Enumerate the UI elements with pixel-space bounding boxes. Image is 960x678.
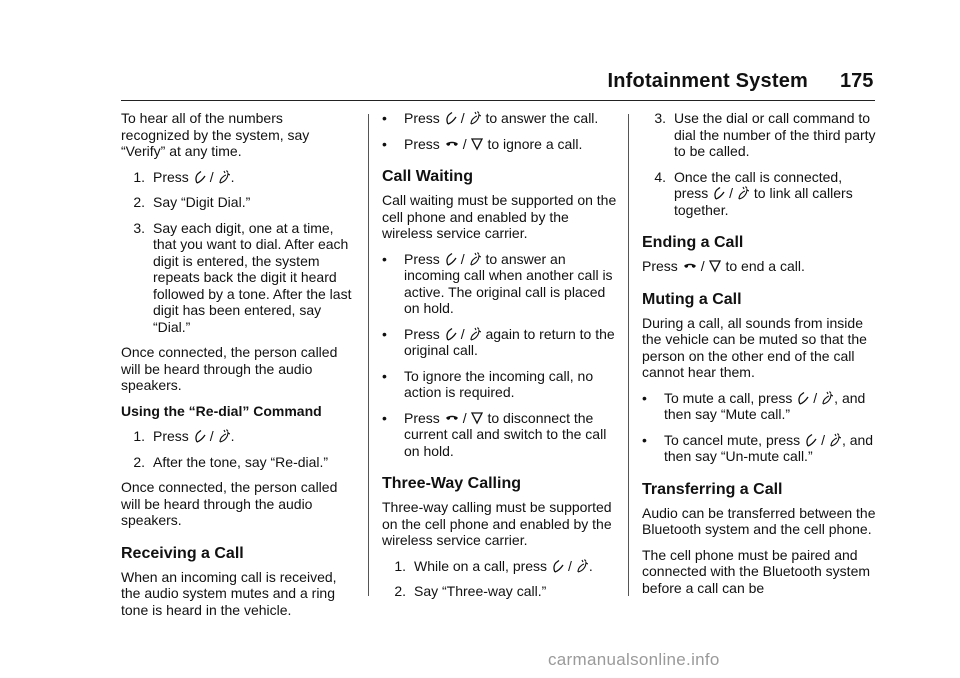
list-item xyxy=(382,410,618,460)
heading-transferring-a-call: Transferring a Call xyxy=(642,480,783,498)
watermark: carmanualsonline.info xyxy=(548,650,720,669)
slash: / xyxy=(462,135,467,152)
list-item xyxy=(642,169,878,219)
step-text: . xyxy=(230,168,235,185)
step-number: 3. xyxy=(654,110,666,126)
voice-recognition-icon xyxy=(218,170,230,184)
list-item xyxy=(382,136,618,153)
list-item xyxy=(642,432,878,465)
item-text: to answer an incoming call when another call is active. The original call is placed on hold. xyxy=(404,250,613,316)
push-to-talk-icon xyxy=(194,170,206,184)
heading-ending-a-call: Ending a Call xyxy=(642,234,744,251)
list-item xyxy=(382,326,618,359)
list-item xyxy=(121,220,353,336)
item-text: Press xyxy=(404,409,440,426)
bullet: • xyxy=(382,409,387,426)
step-number: 4. xyxy=(654,168,666,185)
paragraph-text: Press xyxy=(642,258,678,274)
column-divider-1 xyxy=(368,114,369,596)
heading-call-waiting: Call Waiting xyxy=(382,168,473,185)
slash: / xyxy=(462,409,467,426)
step-text: Say “Digit Dial.” xyxy=(153,194,251,210)
slash: / xyxy=(700,258,705,274)
step-text: . xyxy=(230,428,235,444)
step-number: 1. xyxy=(133,168,145,185)
item-text: Press xyxy=(404,110,440,126)
list-item xyxy=(382,368,618,401)
bullet: • xyxy=(382,135,387,152)
item-text: Press xyxy=(404,325,440,342)
list-item xyxy=(121,194,353,211)
mute-call-icon xyxy=(471,137,483,151)
paragraph-text: to end a call. xyxy=(725,258,805,274)
step-number: 1. xyxy=(133,428,145,444)
heading-receiving-a-call: Receiving a Call xyxy=(121,544,244,562)
slash: / xyxy=(567,557,572,574)
push-to-talk-icon xyxy=(445,252,457,266)
list-item xyxy=(382,110,618,127)
slash: / xyxy=(460,325,465,342)
bullet: • xyxy=(642,431,647,448)
step-text: While on a call, press xyxy=(414,557,548,574)
slash: / xyxy=(209,428,214,444)
list-item xyxy=(121,454,353,471)
list-item xyxy=(642,110,878,160)
step-number: 2. xyxy=(133,194,145,210)
slash: / xyxy=(729,185,734,201)
item-text: To cancel mute, press xyxy=(664,431,801,448)
bullet: • xyxy=(642,389,647,406)
step-number: 2. xyxy=(394,583,406,599)
paragraph: Three-way calling must be supported on the cell phone and enabled by the wireless service carrier. xyxy=(382,499,612,548)
step-number: 3. xyxy=(133,219,145,236)
item-text: , and then say “Mute call.” xyxy=(664,389,866,422)
mute-call-icon xyxy=(471,411,483,425)
intro-paragraph: To hear all of the numbers recognized by the system, say “Verify” at any time. xyxy=(121,110,310,159)
paragraph: When an incoming call is received, the audio system mutes and a ring tone is heard in the vehicle. xyxy=(121,568,337,618)
paragraph: Audio can be transferred between the Bluetooth system and the cell phone. xyxy=(642,504,876,537)
item-text: Press xyxy=(404,135,440,152)
push-to-talk-icon xyxy=(713,186,725,200)
header-rule xyxy=(121,100,875,101)
paragraph: Once connected, the person called will be heard through the audio speakers. xyxy=(121,479,338,528)
slash: / xyxy=(813,389,818,406)
push-to-talk-icon xyxy=(797,391,809,405)
step-text: Use the dial or call command to dial the number of the third party to be called. xyxy=(674,110,876,159)
push-to-talk-icon xyxy=(445,327,457,341)
bullet: • xyxy=(382,367,387,384)
page-header-title: Infotainment System xyxy=(607,70,808,92)
page-number: 175 xyxy=(840,70,874,92)
end-call-icon xyxy=(683,259,697,273)
paragraph: During a call, all sounds from inside the vehicle can be muted so that the person on the other end of the call cannot hear them. xyxy=(642,314,867,380)
item-text: To mute a call, press xyxy=(664,389,793,406)
item-text: To ignore the incoming call, no action is required. xyxy=(404,367,594,400)
item-text: again to return to the original call. xyxy=(404,325,615,358)
voice-recognition-icon xyxy=(469,252,481,266)
item-text: to ignore a call. xyxy=(487,135,583,152)
step-text: . xyxy=(588,557,593,574)
list-item xyxy=(121,169,353,186)
paragraph: Once connected, the person called will be heard through the audio speakers. xyxy=(121,344,338,393)
slash: / xyxy=(460,250,465,267)
slash: / xyxy=(460,110,465,126)
push-to-talk-icon xyxy=(445,111,457,125)
bullet: • xyxy=(382,325,387,342)
heading-muting-a-call: Muting a Call xyxy=(642,290,742,308)
subheading-redial: Using the “Re-dial” Command xyxy=(121,402,322,419)
step-text: Once the call is connected, press xyxy=(674,168,843,201)
column-divider-2 xyxy=(628,114,629,596)
paragraph: Call waiting must be supported on the cell phone and enabled by the wireless service carrier. xyxy=(382,192,617,241)
paragraph xyxy=(642,258,878,275)
push-to-talk-icon xyxy=(805,433,817,447)
step-number: 2. xyxy=(133,453,145,470)
list-item xyxy=(642,390,878,423)
bullet: • xyxy=(382,250,387,267)
list-item xyxy=(382,558,618,575)
end-call-icon xyxy=(445,411,459,425)
item-text: to disconnect the current call and switch to the call on hold. xyxy=(404,409,607,459)
column-1 xyxy=(121,110,353,627)
voice-recognition-icon xyxy=(576,559,588,573)
list-item xyxy=(121,428,353,445)
list-item xyxy=(382,251,618,317)
slash: / xyxy=(209,168,214,185)
item-text: Press xyxy=(404,250,440,267)
heading-three-way-calling: Three-Way Calling xyxy=(382,475,521,492)
voice-recognition-icon xyxy=(821,391,833,405)
voice-recognition-icon xyxy=(469,327,481,341)
item-text: , and then say “Un-mute call.” xyxy=(664,431,874,464)
step-text: Press xyxy=(153,428,189,444)
list-item xyxy=(382,583,618,600)
slash: / xyxy=(821,431,825,448)
step-text: Say “Three-way call.” xyxy=(414,583,547,599)
voice-recognition-icon xyxy=(218,429,230,443)
step-text: to link all callers together. xyxy=(674,185,853,218)
step-text: Say each digit, one at a time, that you want to dial. After each digit is entered, the system repeats back the digit it heard followed by a tone. After the last digit has been entered, say “Dial.” xyxy=(153,219,352,335)
push-to-talk-icon xyxy=(552,559,564,573)
push-to-talk-icon xyxy=(194,429,206,443)
paragraph: The cell phone must be paired and connected with the Bluetooth system before a call can be xyxy=(642,546,871,596)
voice-recognition-icon xyxy=(737,186,749,200)
column-2 xyxy=(382,110,618,609)
end-call-icon xyxy=(445,137,459,151)
step-number: 1. xyxy=(394,557,406,574)
column-3 xyxy=(642,110,878,605)
item-text: to answer the call. xyxy=(485,110,599,126)
voice-recognition-icon xyxy=(829,433,841,447)
voice-recognition-icon xyxy=(469,111,481,125)
mute-call-icon xyxy=(709,259,721,273)
step-text: Press xyxy=(153,168,189,185)
step-text: After the tone, say “Re-dial.” xyxy=(153,453,329,470)
bullet: • xyxy=(382,110,387,126)
